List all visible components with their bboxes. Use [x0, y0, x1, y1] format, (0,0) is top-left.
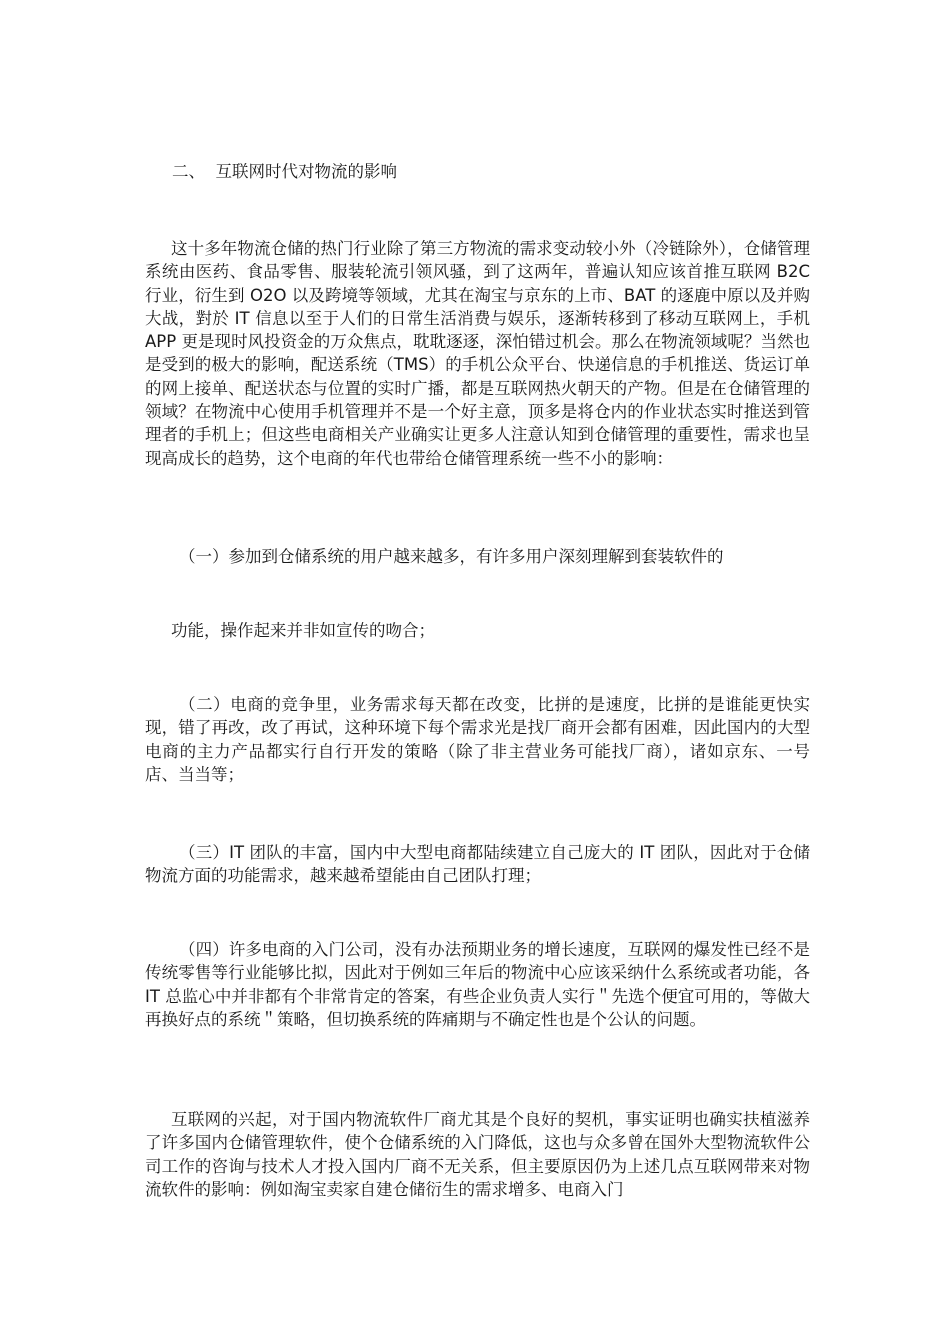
paragraph-conclusion: 互联网的兴起，对于国内物流软件厂商尤其是个良好的契机，事实证明也确实扶植滋养了许多国内仓储管理软件，使个仓储系统的入门降低，这也与众多曾在国外大型物流软件公司工作的咨询与技术人才投入国内厂商不无关系，但主要原因仍为上述几点互联网带来对物流软件的影响：例如淘宝卖家自建仓储衍生的需求增多、电商入门 — [145, 1110, 810, 1199]
paragraph-intro: 这十多年物流仓储的热门行业除了第三方物流的需求变动较小外（冷链除外），仓储管理系统由医药、食品零售、服装轮流引领风骚，到了这两年，普遍认知应该首推互联网 B2C 行业，衍生到 O2O 以及跨境等领域，尤其在淘宝与京东的上市、BAT 的逐鹿中原以及并购大战，對於 IT 信息以至于人们的日常生活消费与娱乐，逐渐转移到了移动互联网上，手机 APP 更是现时风投资金的万众焦点，耽耽逐逐，深怕错过机会。那么在物流领域呢？当然也是受到的极大的影响，配送系统（TMS）的手机公众平台、快递信息的手机推送、货运订单的网上接单、配送状态与位置的实时广播，都是互联网热火朝天的产物。但是在仓储管理的领域？在物流中心使用手机管理并不是一个好主意，顶多是将仓内的作业状态实时推送到管理者的手机上；但这些电商相关产业确实让更多人注意认知到仓储管理的重要性，需求也呈现高成长的趋势，这个电商的年代也带给仓储管理系统一些不小的影响： — [145, 239, 810, 468]
paragraph-point-1: （一）参加到仓储系统的用户越来越多，有许多用户深刻理解到套装软件的 — [179, 547, 724, 566]
paragraph-point-4: （四）许多电商的入门公司，没有办法预期业务的增长速度，互联网的爆发性已经不是传统零售等行业能够比拟，因此对于例如三年后的物流中心应该采纳什么系统或者功能，各 IT 总监心中并非都有个非常肯定的答案，有些企业负责人实行＂先选个便宜可用的，等做大再换好点的系统＂策略，但切换系统的阵痛期与不确定性也是个公认的问题。 — [145, 940, 810, 1029]
section-heading: 二、 互联网时代对物流的影响 — [172, 162, 397, 181]
paragraph-point-3: （三）IT 团队的丰富，国内中大型电商都陆续建立自己庞大的 IT 团队，因此对于仓储物流方面的功能需求，越来越希望能由自己团队打理； — [145, 843, 810, 886]
paragraph-point-2: （二）电商的竞争里，业务需求每天都在改变，比拼的是速度，比拼的是谁能更快实现，错了再改，改了再试，这种环境下每个需求光是找厂商开会都有困难，因此国内的大型电商的主力产品都实行自行开发的策略（除了非主营业务可能找厂商），诸如京东、一号店、当当等； — [145, 695, 810, 784]
paragraph-point-1-continued: 功能，操作起来并非如宣传的吻合； — [171, 621, 435, 640]
